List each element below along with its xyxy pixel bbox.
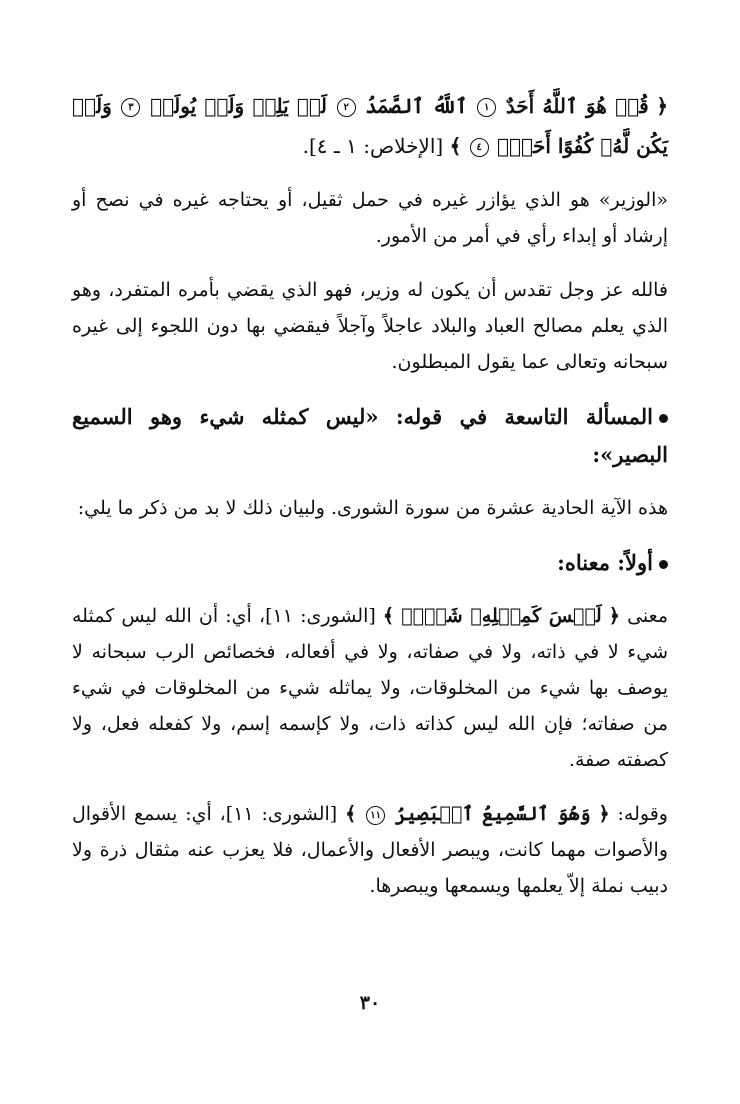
verse-close-bracket: ﴾ xyxy=(449,134,462,158)
paragraph-lead: معنى xyxy=(627,605,668,627)
verse-open-bracket: ﴿ xyxy=(608,605,620,627)
verse-segment: لَمۡ يَلِدۡ وَلَمۡ يُولَدۡ xyxy=(150,94,328,118)
paragraph-rest: [الشورى: ١١]، أي: أن الله ليس كمثله شيء لا في ذاته، ولا في صفاته، ولا في أفعاله، فخصائص الرب سبحانه لا يوصف بها شيء من المخلوقات، ولا يماثله شيء من المخلوقات في شيء من صفاته؛ فإن الله ليس كذاته ذات، ولا كإسمه إسم، ولا كفعله فعل، ولا كصفته صفة. xyxy=(72,605,668,771)
ayah-number-marker: ٢ xyxy=(337,98,356,117)
paragraph-meaning xyxy=(72,598,668,778)
verse-open-bracket: ﴿ xyxy=(598,803,610,825)
paragraph-hearing-seeing xyxy=(72,796,668,904)
verse-citation: [الإخلاص: ١ ـ ٤]. xyxy=(302,134,444,158)
bullet-icon xyxy=(659,560,668,569)
verse-segment: قُلۡ هُوَ ٱللَّهُ أَحَدٌ xyxy=(505,94,649,118)
heading-text: أولاً: معناه: xyxy=(557,550,653,575)
paragraph-wazir-definition: «الوزير» هو الذي يؤازر غيره في حمل ثقيل، أو يحتاجه غيره في نصح أو إرشاد أو إبداء رأي في أمر من الأمور. xyxy=(72,189,668,247)
verse-close-bracket: ﴾ xyxy=(382,605,395,627)
inline-verse: لَيۡسَ كَمِثۡلِهِۦ شَيۡءٞ xyxy=(401,605,602,627)
page-body xyxy=(72,86,668,904)
section-heading-meaning xyxy=(72,544,668,582)
paragraph-lead: وقوله: xyxy=(617,803,668,825)
ayah-number-marker: ٤ xyxy=(470,138,489,157)
paragraph-allah-no-wazir: فالله عز وجل تقدس أن يكون له وزير، فهو الذي يقضي بأمره المتفرد، وهو الذي يعلم مصالح العباد والبلاد عاجلاً وآجلاً فيقضي بها دون اللجوء إلى غيره سبحانه وتعالى عما يقول المبطلون. xyxy=(72,279,668,373)
quran-verse-block xyxy=(72,86,668,166)
bullet-icon xyxy=(659,414,668,423)
heading-text: المسألة التاسعة في قوله: «ليس كمثله شيء وهو السميع البصير»: xyxy=(72,404,668,467)
verse-segment: ٱللَّهُ ٱلصَّمَدُ xyxy=(365,94,468,118)
page-number: ٣٠ xyxy=(359,992,381,1014)
verse-close-bracket: ﴾ xyxy=(345,803,357,825)
ayah-number-marker: ٣ xyxy=(121,98,140,117)
verse-segment: وَلَمۡ يَكُن لَّهُۥ كُفُوًا أَحَدُۢ xyxy=(72,94,668,158)
ayah-number-marker: ١ xyxy=(477,98,496,117)
inline-verse: وَهُوَ ٱلسَّمِيعُ ٱلۡبَصِيرُ xyxy=(395,803,591,825)
paragraph-verse-location: هذه الآية الحادية عشرة من سورة الشورى. ولبيان ذلك لا بد من ذكر ما يلي: xyxy=(77,497,668,519)
verse-open-bracket: ﴿ xyxy=(656,94,669,118)
paragraph-rest: [الشورى: ١١]، أي: يسمع الأقوال والأصوات مهما كانت، ويبصر الأفعال والأعمال، فلا يعزب عنه مثقال ذرة ولا دبيب نملة إلاّ يعلمها ويسمعها ويبصرها. xyxy=(72,803,668,897)
section-heading-ninth-issue xyxy=(72,398,668,474)
ayah-number-marker: ١١ xyxy=(366,806,385,825)
